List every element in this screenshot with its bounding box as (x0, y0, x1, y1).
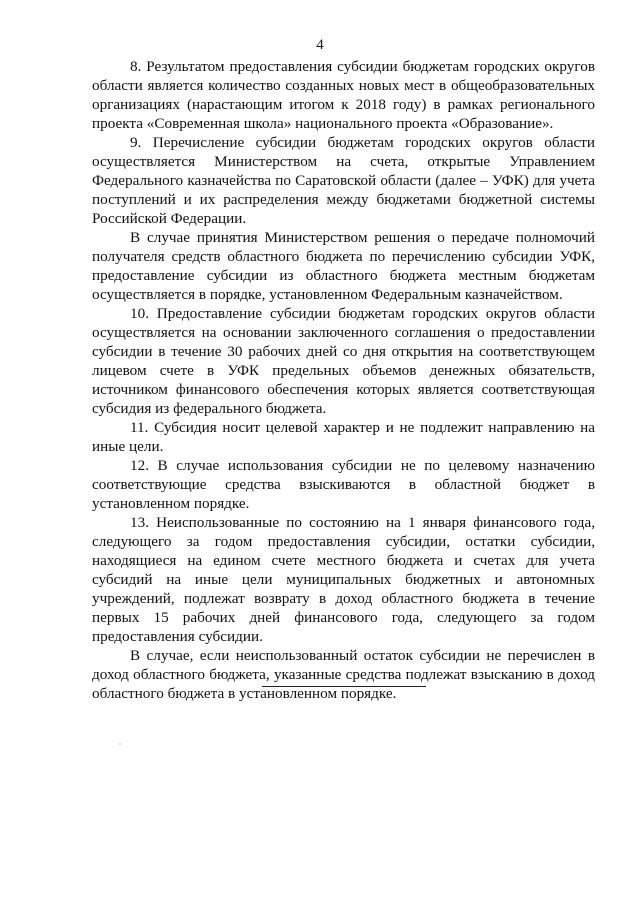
scan-speck (119, 743, 121, 745)
document-body (92, 57, 595, 703)
paragraph-8-result: 8. Результатом предоставления субсидии бюджетам городских округов области является количество созданных новых мест в общеобразовательных организациях (нарастающим итогом к 2018 году) в рамках регионального проекта «Современная школа» национального проекта «Образование». (92, 58, 595, 132)
paragraph-9-delegation: В случае принятия Министерством решения о передаче полномочий получателя средств областного бюджета по перечислению субсидии УФК, предоставление субсидии из областного бюджета местным бюджетам осуществляется в порядке, установленном Федеральным казначейством. (92, 229, 595, 303)
paragraph-13-unused-funds: 13. Неиспользованные по состоянию на 1 января финансового года, следующего за годом предоставления субсидии, остатки субсидии, находящиеся на едином счете местного бюджета и счетах для учета субсидий на иные цели муниципальных бюджетных и автономных учреждений, подлежат возврату в доход областного бюджета в течение первых 15 рабочих дней финансового года, следующего за годом предоставления субсидии. (92, 514, 595, 645)
end-divider-line (262, 686, 426, 687)
page-number: 4 (316, 37, 324, 53)
paragraph-12-misuse: 12. В случае использования субсидии не по целевому назначению соответствующие средства взыскиваются в областной бюджет в установленном порядке. (92, 457, 595, 512)
paragraph-9-transfer: 9. Перечисление субсидии бюджетам городских округов области осуществляется Министерством на счета, открытые Управлением Федерального казначейства по Саратовской области (далее – УФК) для учета поступлений и их распределения между бюджетами бюджетной системы Российской Федерации. (92, 134, 595, 227)
paragraph-13-recovery: В случае, если неиспользованный остаток субсидии не перечислен в доход областного бюджета, указанные средства подлежат взысканию в доход областного бюджета в установленном порядке. (92, 647, 595, 702)
paragraph-11-purpose: 11. Субсидия носит целевой характер и не подлежит направлению на иные цели. (92, 419, 595, 455)
paragraph-10-provision: 10. Предоставление субсидии бюджетам городских округов области осуществляется на основании заключенного соглашения о предоставлении субсидии в течение 30 рабочих дней со дня открытия на соответствующем лицевом счете в УФК предельных объемов денежных обязательств, источником финансового обеспечения которых является соответствующая субсидия из федерального бюджета. (92, 305, 595, 417)
